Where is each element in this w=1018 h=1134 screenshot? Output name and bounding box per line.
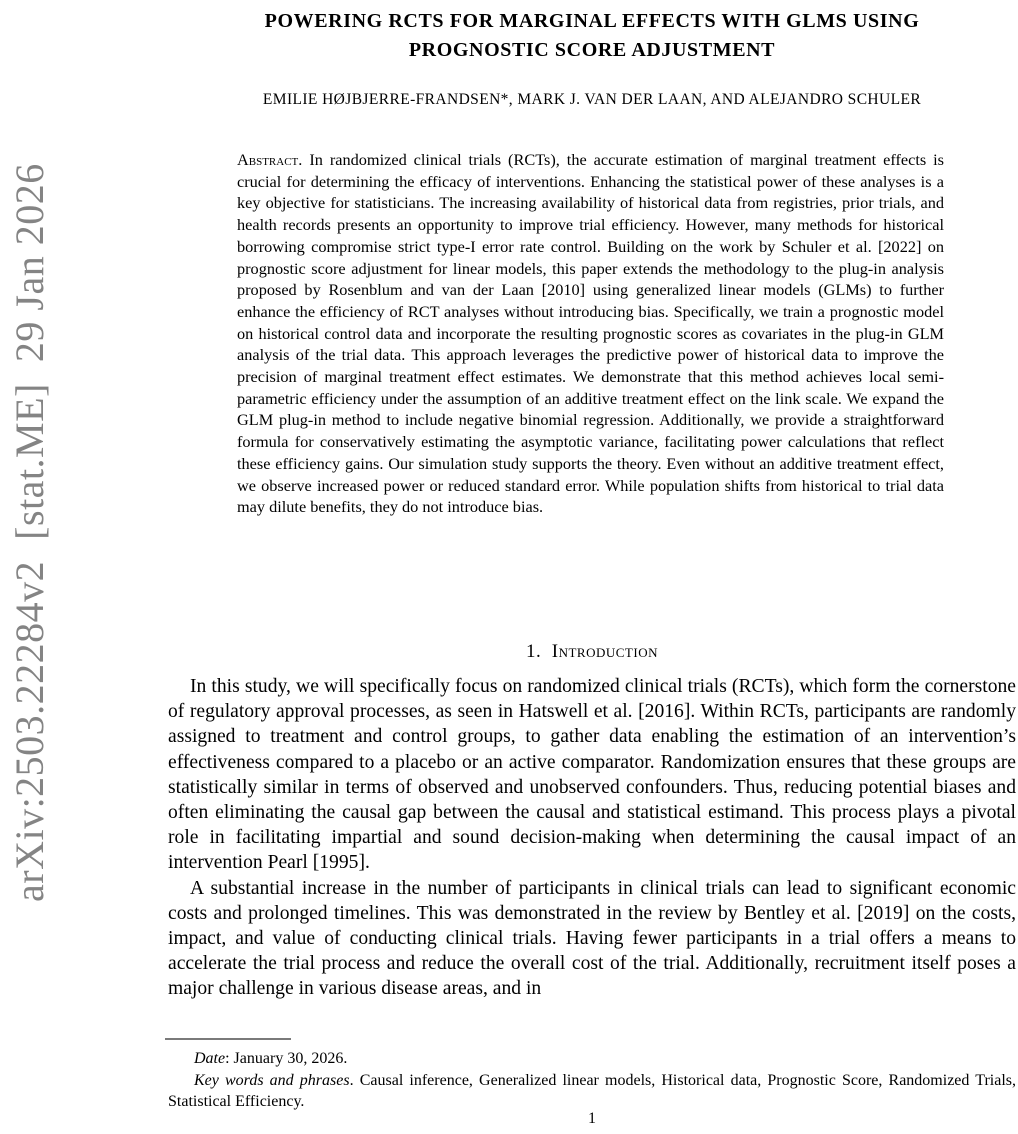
abstract-text: In randomized clinical trials (RCTs), the accurate estimation of marginal treatment effects is crucial for determining the efficacy of interventions. Enhancing the statistical power of these analyses is a key objective for statisticians. The increasing availability of historical data from registries, prior trials, and health records presents an opportunity to improve trial efficiency. However, many methods for historical borrowing compromise strict type-I error rate control. Building on the work by Schuler et al. [2022] on prognostic score adjustment for linear models, this paper extends the methodology to the plug-in analysis proposed by Rosenblum and van der Laan [2010] using generalized linear models (GLMs) to further enhance the efficiency of RCT analyses without introducing bias. Specifically, we train a prognostic model on historical control data and incorporate the resulting prognostic scores as covariates in the plug-in GLM analysis of the trial data. This approach leverages the predictive power of historical data to improve the precision of marginal treatment effect estimates. We demonstrate that this method achieves local semi-parametric efficiency under the assumption of an additive treatment effect on the link scale. We expand the GLM plug-in method to include negative binomial regression. Additionally, we provide a straightforward formula for conservatively estimating the asymptotic variance, facilitating power calculations that reflect these efficiency gains. Our simulation study supports the theory. Even without an additive treatment effect, we observe increased power or reduced standard error. While population shifts from historical to trial data may dilute benefits, they do not introduce bias.: [237, 150, 944, 517]
footnote-date-value: : January 30, 2026.: [225, 1050, 348, 1067]
footnote-keywords-value: . Causal inference, Generalized linear models, Historical data, Prognostic Score, Randomized Trials, Statistical Efficiency.: [168, 1071, 1016, 1110]
intro-paragraph-1: In this study, we will specifically focus on randomized clinical trials (RCTs), which form the cornerstone of regulatory approval processes, as seen in Hatswell et al. [2016]. Within RCTs, participants are randomly assigned to treatment and control groups, to gather data enabling the estimation of an intervention’s effectiveness compared to a placebo or an active comparator. Randomization ensures that these groups are statistically similar in terms of observed and unobserved confounders. Thus, reducing potential biases and often eliminating the causal gap between the causal and statistical estimand. This process plays a pivotal role in facilitating impartial and sound decision-making when determining the causal impact of an intervention Pearl [1995].: [168, 676, 1016, 874]
footnote-date-label: Date: [194, 1050, 226, 1067]
paper-title: [168, 7, 1016, 64]
abstract-label: Abstract.: [237, 150, 303, 169]
footnote-keywords-label: Key words and phrases: [194, 1071, 350, 1089]
section-heading-introduction: 1. Introduction: [526, 641, 658, 662]
footnote-rule: [165, 1038, 291, 1040]
page-number: 1: [588, 1110, 596, 1127]
footnote-block: [168, 1038, 1016, 1113]
arxiv-watermark: arXiv:2503.22284v2 [stat.ME] 29 Jan 2026: [7, 163, 52, 902]
introduction-body: [168, 674, 1016, 1002]
abstract-block: [237, 149, 944, 518]
paper-title-line-2: PROGNOSTIC SCORE ADJUSTMENT: [408, 38, 776, 61]
footnote-date: [168, 1048, 1016, 1070]
footnote-keywords: [168, 1070, 1016, 1113]
paper-page: [168, 0, 1016, 1134]
authors-line: EMILIE HØJBJERRE-FRANDSEN*, MARK J. VAN DER LAAN, AND ALEJANDRO SCHULER: [262, 91, 922, 108]
paper-title-line-1: POWERING RCTS FOR MARGINAL EFFECTS WITH GLMS USING: [264, 10, 920, 32]
intro-paragraph-2: A substantial increase in the number of participants in clinical trials can lead to significant economic costs and prolonged timelines. This was demonstrated in the review by Bentley et al. [2019] on the costs, impact, and value of conducting clinical trials. Having fewer participants in a trial offers a means to accelerate the trial process and reduce the overall cost of the trial. Additionally, recruitment itself poses a major challenge in various disease areas, and in: [168, 877, 1016, 1000]
